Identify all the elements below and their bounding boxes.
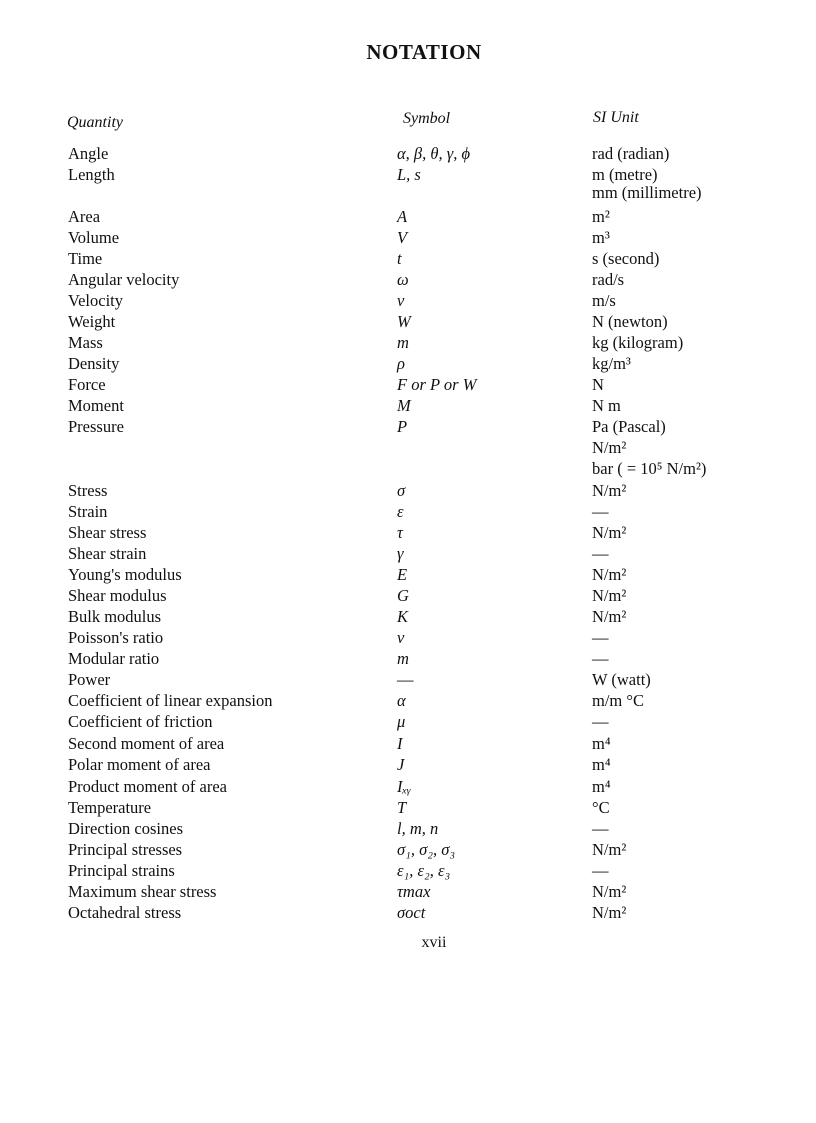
symbol-cell: J: [397, 755, 405, 774]
unit-cell: N/m²: [592, 565, 627, 584]
symbol-cell: τmax: [397, 882, 431, 901]
quantity-cell: Shear stress: [68, 523, 147, 542]
symbol-cell: Iₓᵧ: [397, 777, 411, 796]
table-row: [0, 564, 816, 585]
table-row: [0, 881, 816, 902]
table-row: [0, 776, 816, 797]
quantity-cell: Shear strain: [68, 544, 147, 563]
quantity-cell: Strain: [68, 502, 108, 521]
unit-cell: mm (millimetre): [592, 183, 702, 202]
quantity-cell: Stress: [68, 481, 108, 500]
table-row: [0, 839, 816, 860]
quantity-cell: Moment: [68, 396, 124, 415]
unit-cell: m/s: [592, 291, 616, 310]
table-row: [0, 690, 816, 711]
symbol-cell: A: [397, 207, 408, 226]
unit-cell: °C: [592, 798, 610, 817]
table-row: [0, 754, 816, 775]
unit-cell: —: [592, 712, 609, 731]
quantity-cell: Poisson's ratio: [68, 628, 164, 647]
unit-cell: N/m²: [592, 607, 627, 626]
unit-cell: kg/m³: [592, 354, 631, 373]
table-row: [0, 669, 816, 690]
table-row: [0, 248, 816, 269]
table-row: [0, 733, 816, 754]
symbol-cell: ε₁, ε₂, ε₃: [397, 861, 451, 880]
quantity-cell: Weight: [68, 312, 116, 331]
symbol-cell: K: [397, 607, 409, 626]
table-row: [0, 206, 816, 227]
quantity-cell: Time: [68, 249, 103, 268]
symbol-cell: L, s: [397, 165, 421, 184]
table-row: [0, 711, 816, 732]
symbol-cell: m: [397, 649, 409, 668]
quantity-cell: Power: [68, 670, 111, 689]
symbol-cell: σoct: [397, 903, 426, 922]
page-number: xvii: [421, 934, 447, 951]
table-row: [0, 627, 816, 648]
quantity-cell: Modular ratio: [68, 649, 160, 668]
unit-cell: m⁴: [592, 777, 611, 796]
symbol-cell: m: [397, 333, 409, 352]
unit-cell: N/m²: [592, 903, 627, 922]
unit-cell: N/m²: [592, 840, 627, 859]
header-quantity: Quantity: [67, 114, 123, 131]
table-row: [0, 416, 816, 437]
quantity-cell: Octahedral stress: [68, 903, 182, 922]
unit-cell: N/m²: [592, 882, 627, 901]
unit-cell: kg (kilogram): [592, 333, 684, 352]
table-row: [0, 332, 816, 353]
quantity-cell: Mass: [68, 333, 103, 352]
table-row: [0, 522, 816, 543]
table-row: [0, 458, 816, 479]
unit-cell: m³: [592, 228, 610, 247]
unit-cell: rad/s: [592, 270, 625, 289]
table-row: [0, 902, 816, 923]
quantity-cell: Maximum shear stress: [68, 882, 217, 901]
unit-cell: —: [592, 861, 609, 880]
quantity-cell: Coefficient of friction: [68, 712, 213, 731]
unit-cell: m/m °C: [592, 691, 644, 710]
table-row: [0, 269, 816, 290]
table-row: [0, 353, 816, 374]
quantity-cell: Direction cosines: [68, 819, 184, 838]
symbol-cell: V: [397, 228, 408, 247]
table-row: [0, 143, 816, 164]
quantity-cell: Second moment of area: [68, 734, 225, 753]
unit-cell: m²: [592, 207, 610, 226]
table-row: [0, 437, 816, 458]
table-row: [0, 290, 816, 311]
quantity-cell: Force: [68, 375, 106, 394]
table-row: [0, 311, 816, 332]
quantity-cell: Principal stresses: [68, 840, 183, 859]
unit-cell: N: [592, 375, 604, 394]
unit-cell: —: [592, 544, 609, 563]
quantity-cell: Coefficient of linear expansion: [68, 691, 273, 710]
symbol-cell: α, β, θ, γ, ϕ: [397, 144, 471, 163]
unit-cell: —: [592, 628, 609, 647]
quantity-cell: Density: [68, 354, 120, 373]
page-title: NOTATION: [366, 40, 482, 64]
symbol-cell: W: [397, 312, 411, 331]
symbol-cell: γ: [397, 544, 404, 563]
quantity-cell: Angular velocity: [68, 270, 180, 289]
symbol-cell: l, m, n: [397, 819, 439, 838]
unit-cell: N (newton): [592, 312, 668, 331]
symbol-cell: —: [397, 670, 414, 689]
table-row: [0, 797, 816, 818]
symbol-cell: t: [397, 249, 402, 268]
unit-cell: N/m²: [592, 481, 627, 500]
symbol-cell: F or P or W: [397, 375, 477, 394]
table-row: [0, 818, 816, 839]
unit-cell: rad (radian): [592, 144, 670, 163]
table-row: [0, 182, 816, 203]
quantity-cell: Young's modulus: [68, 565, 182, 584]
quantity-cell: Volume: [68, 228, 120, 247]
symbol-cell: M: [397, 396, 411, 415]
table-row: [0, 227, 816, 248]
symbol-cell: P: [397, 417, 408, 436]
quantity-cell: Product moment of area: [68, 777, 227, 796]
unit-cell: m⁴: [592, 734, 611, 753]
quantity-cell: Shear modulus: [68, 586, 167, 605]
symbol-cell: v: [397, 291, 405, 310]
unit-cell: N m: [592, 396, 621, 415]
symbol-cell: I: [397, 734, 403, 753]
symbol-cell: σ: [397, 481, 406, 500]
symbol-cell: σ₁, σ₂, σ₃: [397, 840, 456, 859]
unit-cell: m⁴: [592, 755, 611, 774]
symbol-cell: T: [397, 798, 407, 817]
quantity-cell: Temperature: [68, 798, 152, 817]
quantity-cell: Bulk modulus: [68, 607, 162, 626]
symbol-cell: ν: [397, 628, 405, 647]
table-row: [0, 395, 816, 416]
quantity-cell: Pressure: [68, 417, 124, 436]
table-row: [0, 543, 816, 564]
table-row: [0, 374, 816, 395]
unit-cell: N/m²: [592, 523, 627, 542]
header-si-unit: SI Unit: [593, 109, 639, 126]
unit-cell: —: [592, 502, 609, 521]
unit-cell: s (second): [592, 249, 660, 268]
quantity-cell: Angle: [68, 144, 109, 163]
table-row: [0, 648, 816, 669]
table-row: [0, 480, 816, 501]
table-row: [0, 585, 816, 606]
symbol-cell: E: [397, 565, 408, 584]
table-row: [0, 501, 816, 522]
quantity-cell: Polar moment of area: [68, 755, 211, 774]
unit-cell: m (metre): [592, 165, 658, 184]
quantity-cell: Velocity: [68, 291, 123, 310]
unit-cell: —: [592, 819, 609, 838]
header-symbol: Symbol: [403, 110, 451, 127]
table-row: [0, 860, 816, 881]
unit-cell: W (watt): [592, 670, 651, 689]
symbol-cell: ω: [397, 270, 409, 289]
quantity-cell: Principal strains: [68, 861, 175, 880]
symbol-cell: μ: [397, 712, 406, 731]
symbol-cell: α: [397, 691, 406, 710]
unit-cell: N/m²: [592, 438, 627, 457]
symbol-cell: G: [397, 586, 409, 605]
quantity-cell: Area: [68, 207, 101, 226]
symbol-cell: ρ: [397, 354, 405, 373]
table-row: [0, 606, 816, 627]
symbol-cell: τ: [397, 523, 403, 542]
unit-cell: bar ( = 10⁵ N/m²): [592, 459, 707, 478]
unit-cell: Pa (Pascal): [592, 417, 666, 436]
unit-cell: N/m²: [592, 586, 627, 605]
quantity-cell: Length: [68, 165, 115, 184]
symbol-cell: ε: [397, 502, 404, 521]
unit-cell: —: [592, 649, 609, 668]
